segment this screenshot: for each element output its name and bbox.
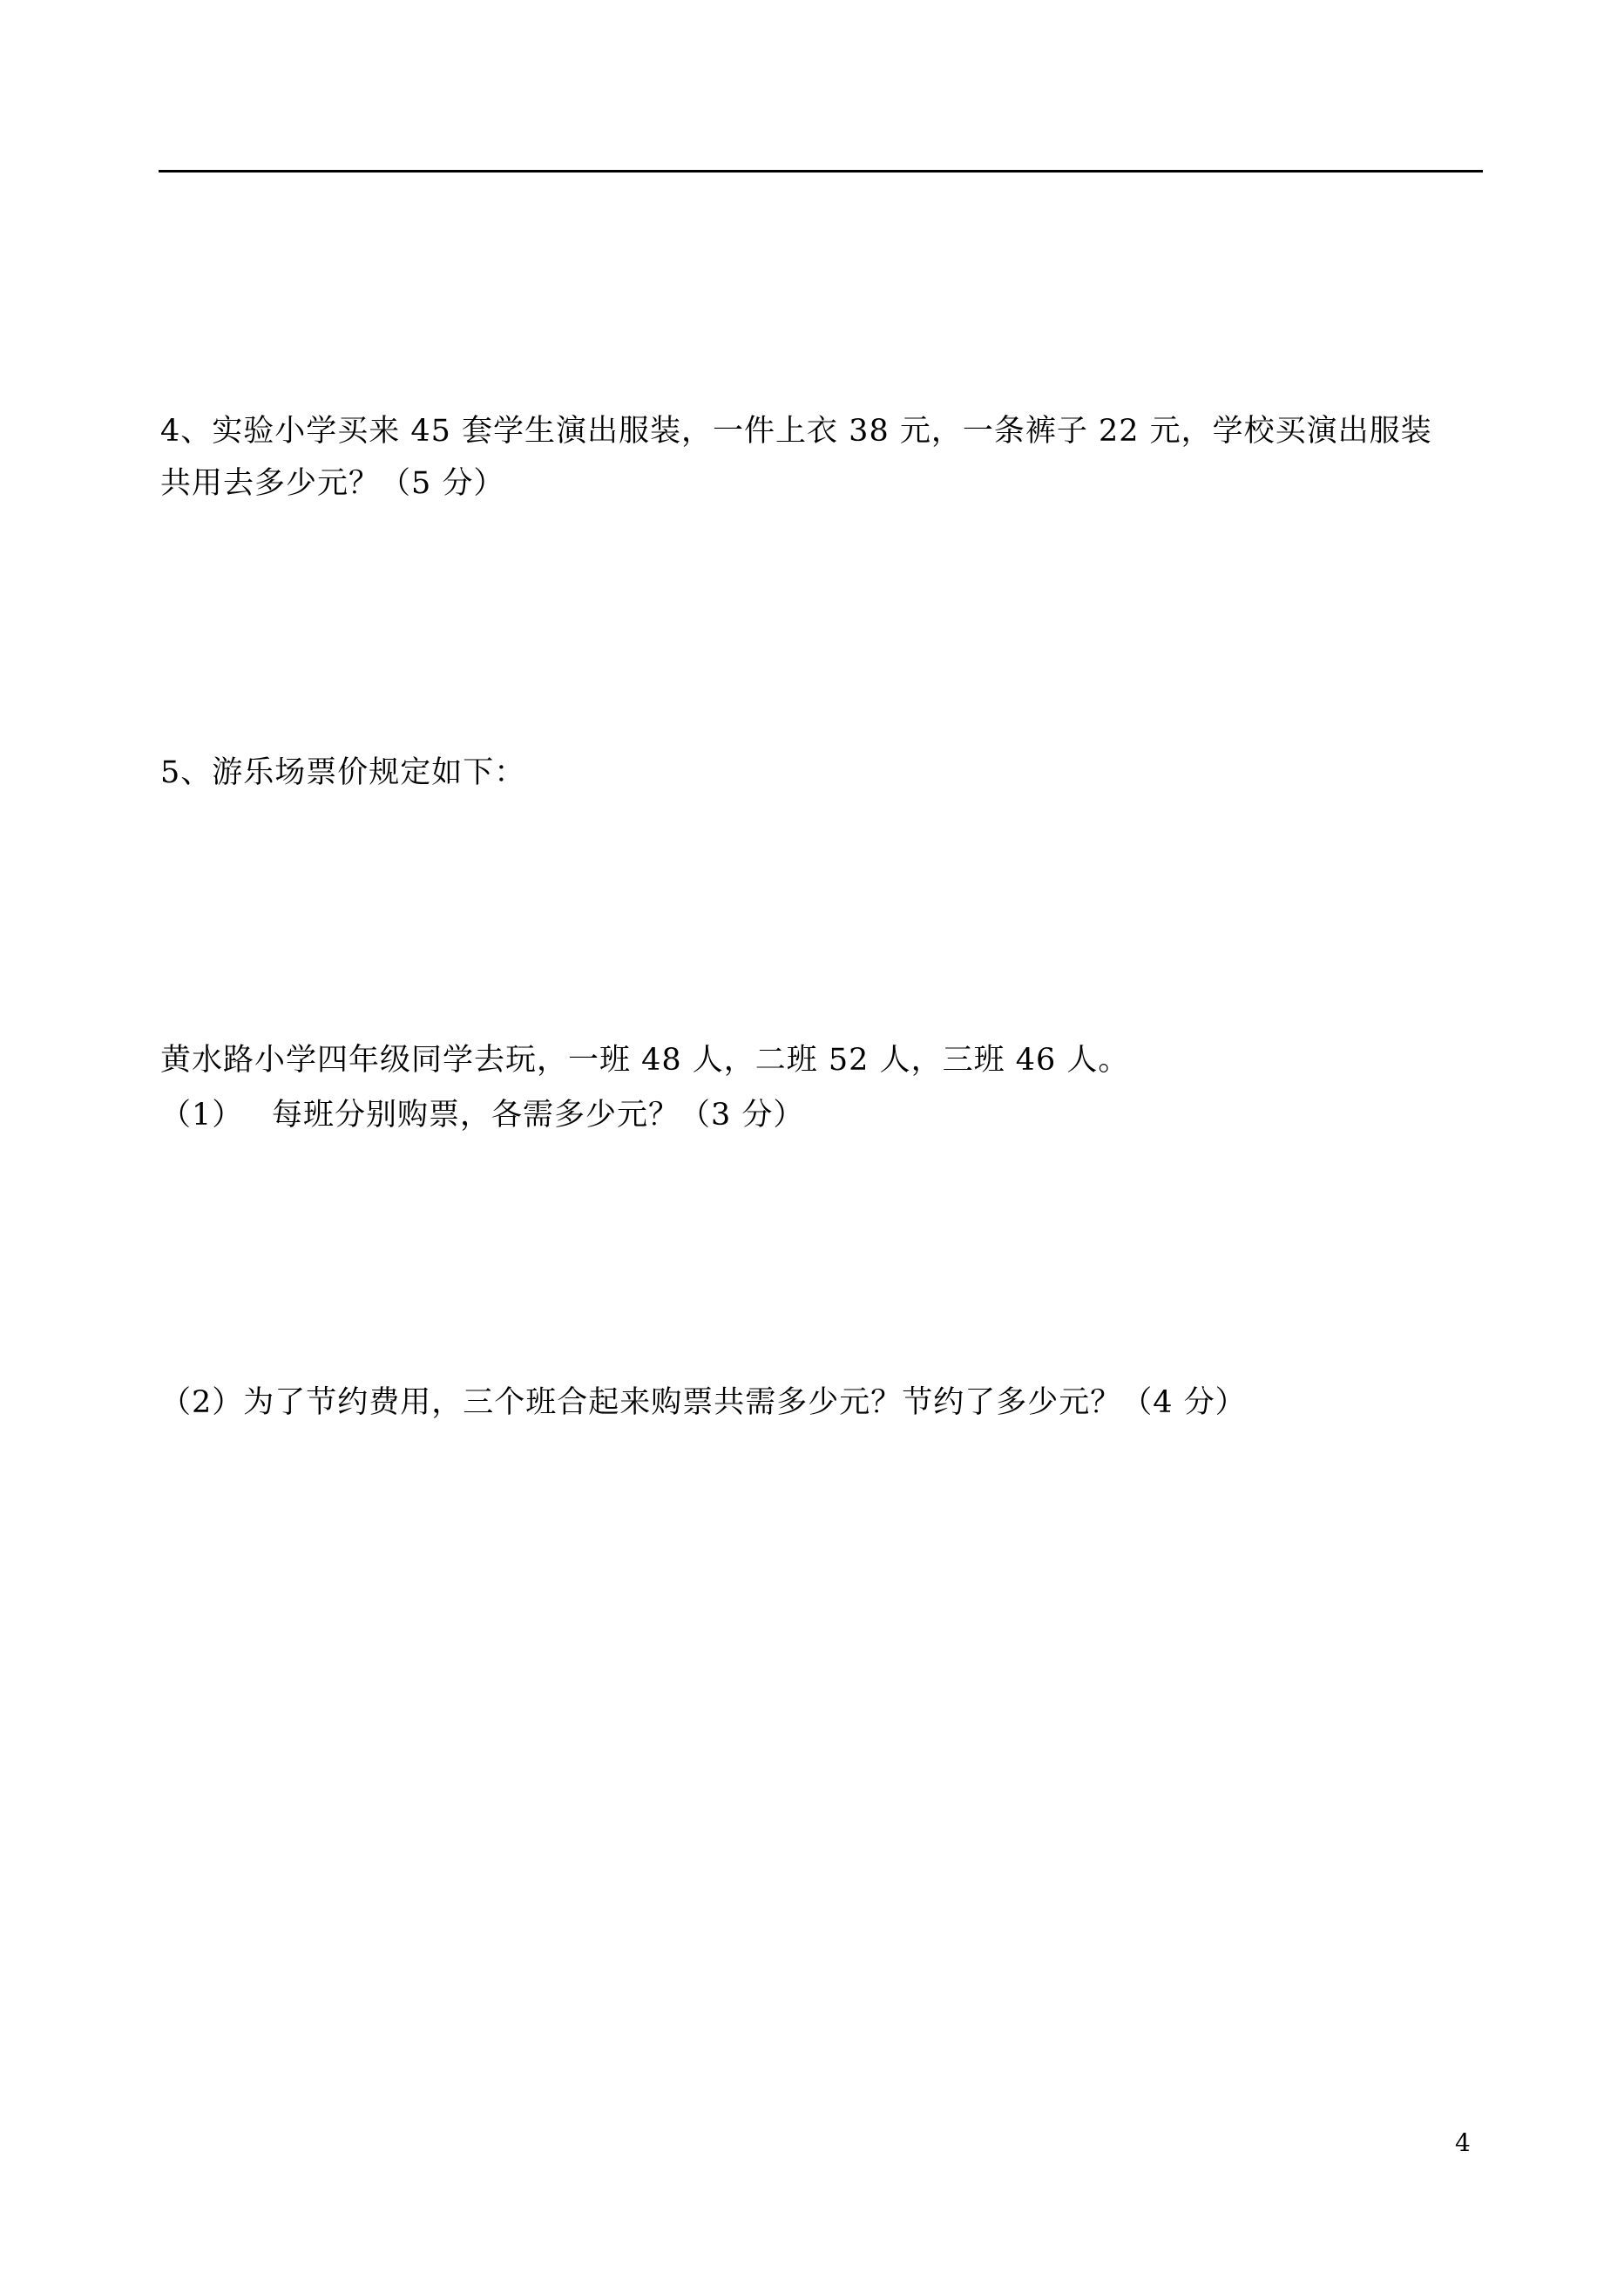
page-number: 4	[1455, 2128, 1471, 2157]
question-4-line-2: 共用去多少元？（5 分）	[160, 466, 505, 501]
question-5-part-1-text: 每班分别购票，各需多少元？（3 分）	[272, 1098, 805, 1133]
question-5-part-1-number: （1）	[160, 1098, 244, 1133]
question-5-part-1	[160, 1093, 804, 1137]
header-rule	[159, 170, 1483, 172]
question-5-context: 黄水路小学四年级同学去玩，一班 48 人，二班 52 人，三班 46 人。	[160, 1043, 1130, 1078]
question-4-line-1: 4、实验小学买来 45 套学生演出服装，一件上衣 38 元，一条裤子 22 元，学校买演出服装	[160, 414, 1432, 449]
question-5-intro: 5、游乐场票价规定如下：	[160, 755, 526, 790]
question-5-part-2: （2）为了节约费用，三个班合起来购票共需多少元？节约了多少元？（4 分）	[160, 1385, 1247, 1420]
